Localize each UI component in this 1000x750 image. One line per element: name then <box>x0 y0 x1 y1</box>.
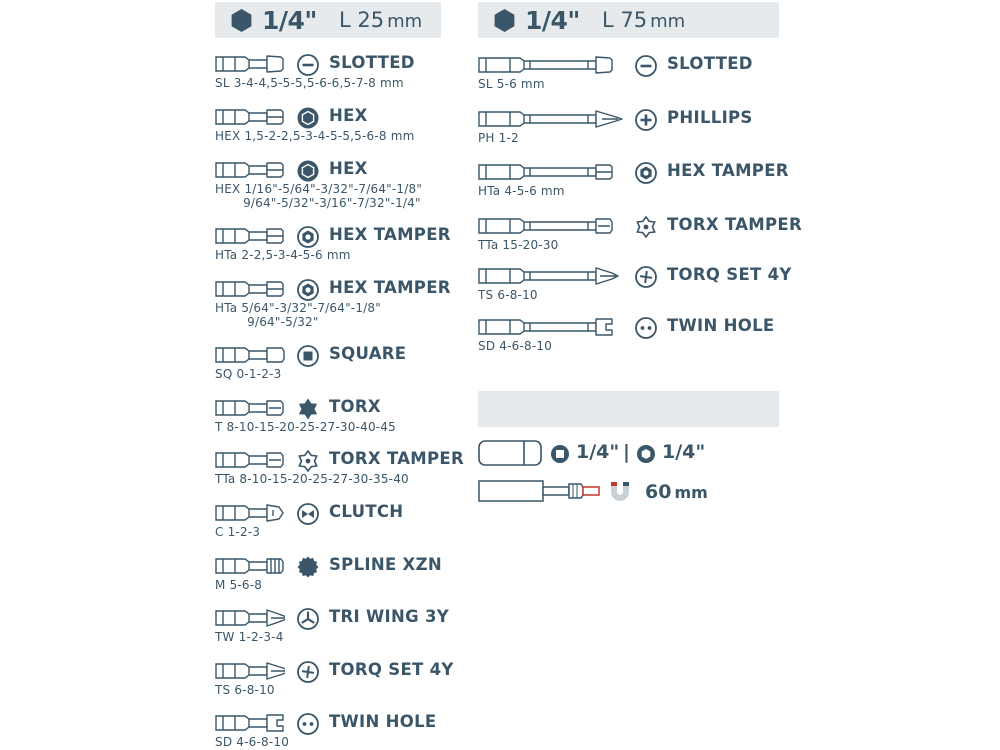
bit-sizes: T 8-10-15-20-25-27-30-40-45 <box>215 420 396 434</box>
bit-type-name: SLOTTED <box>667 54 753 73</box>
bit-type-name: PHILLIPS <box>667 108 753 127</box>
slotted-icon <box>635 55 657 77</box>
bit-type-name: HEX TAMPER <box>329 278 451 297</box>
bit-sizes: PH 1-2 <box>478 131 519 145</box>
phillips-bit-drawing <box>478 109 628 129</box>
square-icon <box>297 345 319 367</box>
bit-sizes: HTa 4-5-6 mm <box>478 184 565 198</box>
bit-sizes: SQ 0-1-2-3 <box>215 367 282 381</box>
twin-hole-icon <box>297 713 319 735</box>
accessories-header <box>478 391 779 427</box>
bit-type-name: SPLINE XZN <box>329 555 442 574</box>
bit-sizes: SD 4-6-8-10 <box>215 735 290 749</box>
torq-set-4y-bit-drawing <box>478 266 628 286</box>
twin-hole-bit-drawing <box>478 317 628 337</box>
bit-sizes: SD 4-6-8-10 <box>478 339 553 353</box>
bit-illustration <box>215 160 285 180</box>
torx-tamper-icon <box>635 216 657 238</box>
torx-bit-drawing <box>215 398 285 418</box>
bit-type-name: CLUTCH <box>329 502 404 521</box>
bit-illustration <box>215 226 285 246</box>
bit-type-name: TWIN HOLE <box>329 712 437 731</box>
bit-illustration <box>215 503 285 523</box>
hex-tamper-bit-drawing <box>215 226 285 246</box>
bit-sizes: HEX 1/16"-5/64"-3/32"-7/64"-1/8" 9/64"-5/32"-3/16"-7/32"-1/4" <box>215 182 423 210</box>
tri-wing-icon <box>297 608 319 630</box>
column-header-75mm <box>478 2 779 38</box>
bit-sizes: TS 6-8-10 <box>215 683 275 697</box>
bit-illustration <box>478 55 628 75</box>
bit-type-name: HEX <box>329 106 368 125</box>
tri-wing-3y-bit-drawing <box>215 608 285 628</box>
hex-tamper-icon <box>297 226 319 248</box>
bit-sizes: TS 6-8-10 <box>478 288 538 302</box>
bit-sizes: HTa 5/64"-3/32"-7/64"-1/8" 9/64"-5/32" <box>215 301 381 329</box>
hex-shank-icon <box>492 8 517 33</box>
bit-illustration <box>215 450 285 470</box>
bit-type-name: SQUARE <box>329 344 407 363</box>
bit-illustration <box>478 317 628 337</box>
hex-icon <box>297 107 319 129</box>
adapter-separator: | <box>623 441 630 463</box>
clutch-icon <box>297 503 319 525</box>
bit-illustration <box>215 279 285 299</box>
torq-set-4y-bit-drawing <box>215 661 285 681</box>
bit-sizes: SL 3-4-4,5-5-5,5-6-6,5-7-8 mm <box>215 76 404 90</box>
square-bit-drawing <box>215 345 285 365</box>
bit-type-name: TORQ SET 4Y <box>667 265 792 284</box>
bit-sizes: TTa 8-10-15-20-25-27-30-35-40 <box>215 472 409 486</box>
bit-length: L 25 mm <box>338 8 423 32</box>
bit-type-name: HEX TAMPER <box>667 161 789 180</box>
hex-tamper-bit-drawing <box>478 162 628 182</box>
bit-sizes: HTa 2-2,5-3-4-5-6 mm <box>215 248 351 262</box>
hex-tamper-bit-drawing <box>215 279 285 299</box>
bit-type-name: TORX TAMPER <box>329 449 464 468</box>
bit-sizes: TW 1-2-3-4 <box>215 630 284 644</box>
spline-xzn-bit-drawing <box>215 556 285 576</box>
bit-sizes: C 1-2-3 <box>215 525 261 539</box>
magnet-icon <box>608 479 632 503</box>
hex-icon <box>297 160 319 182</box>
bit-illustration <box>478 162 628 182</box>
torx-icon <box>297 398 319 420</box>
twin-hole-bit-drawing <box>215 713 285 733</box>
bit-sizes: M 5-6-8 <box>215 578 263 592</box>
bit-illustration <box>215 107 285 127</box>
hex-bit-drawing <box>215 160 285 180</box>
bit-illustration <box>215 608 285 628</box>
bit-illustration <box>215 345 285 365</box>
twin-hole-icon <box>635 317 657 339</box>
slotted-bit-drawing <box>215 54 285 74</box>
magnetic-holder-drawing <box>478 480 602 502</box>
bit-sizes: SL 5-6 mm <box>478 77 545 91</box>
bit-illustration <box>215 556 285 576</box>
bit-adapter-drawing <box>478 440 544 466</box>
bit-illustration <box>215 54 285 74</box>
bit-type-name: TRI WING 3Y <box>329 607 450 626</box>
bit-type-name: SLOTTED <box>329 53 415 72</box>
bit-type-name: TORX <box>329 397 381 416</box>
torx-tamper-icon <box>297 450 319 472</box>
bit-type-name: TORQ SET 4Y <box>329 660 454 679</box>
bit-illustration <box>478 266 628 286</box>
shank-size: 1/4" <box>525 5 580 35</box>
torx-tamper-bit-drawing <box>215 450 285 470</box>
hex-tamper-icon <box>635 162 657 184</box>
bit-illustration <box>478 109 628 129</box>
spline-icon <box>297 556 319 578</box>
shank-size: 1/4" <box>262 5 317 35</box>
phillips-icon <box>635 109 657 131</box>
bit-type-name: TORX TAMPER <box>667 215 802 234</box>
column-header-25mm <box>215 2 441 38</box>
bit-illustration <box>215 398 285 418</box>
square-drive-icon <box>550 444 570 464</box>
bit-sizes: HEX 1,5-2-2,5-3-4-5-5,5-6-8 mm <box>215 129 415 143</box>
slotted-icon <box>297 54 319 76</box>
bit-illustration <box>215 713 285 733</box>
adapter-bit-size: 1/4" <box>662 441 706 463</box>
bit-type-name: TWIN HOLE <box>667 316 775 335</box>
holder-length: 60 mm <box>645 481 708 503</box>
bit-length: L 75 mm <box>601 8 686 32</box>
hex-tamper-icon <box>297 279 319 301</box>
bit-illustration <box>215 661 285 681</box>
torq-set-icon <box>635 266 657 288</box>
hex-shank-icon <box>229 8 254 33</box>
slotted-bit-drawing <box>478 55 628 75</box>
torq-set-icon <box>297 661 319 683</box>
bit-illustration <box>478 216 628 236</box>
adapter-drive-size: 1/4" <box>576 441 620 463</box>
clutch-bit-drawing <box>215 503 285 523</box>
hex-bit-drawing <box>215 107 285 127</box>
torx-tamper-bit-drawing <box>478 216 628 236</box>
bit-sizes: TTa 15-20-30 <box>478 238 559 252</box>
hex-socket-icon <box>636 444 656 464</box>
bit-type-name: HEX TAMPER <box>329 225 451 244</box>
bit-type-name: HEX <box>329 159 368 178</box>
